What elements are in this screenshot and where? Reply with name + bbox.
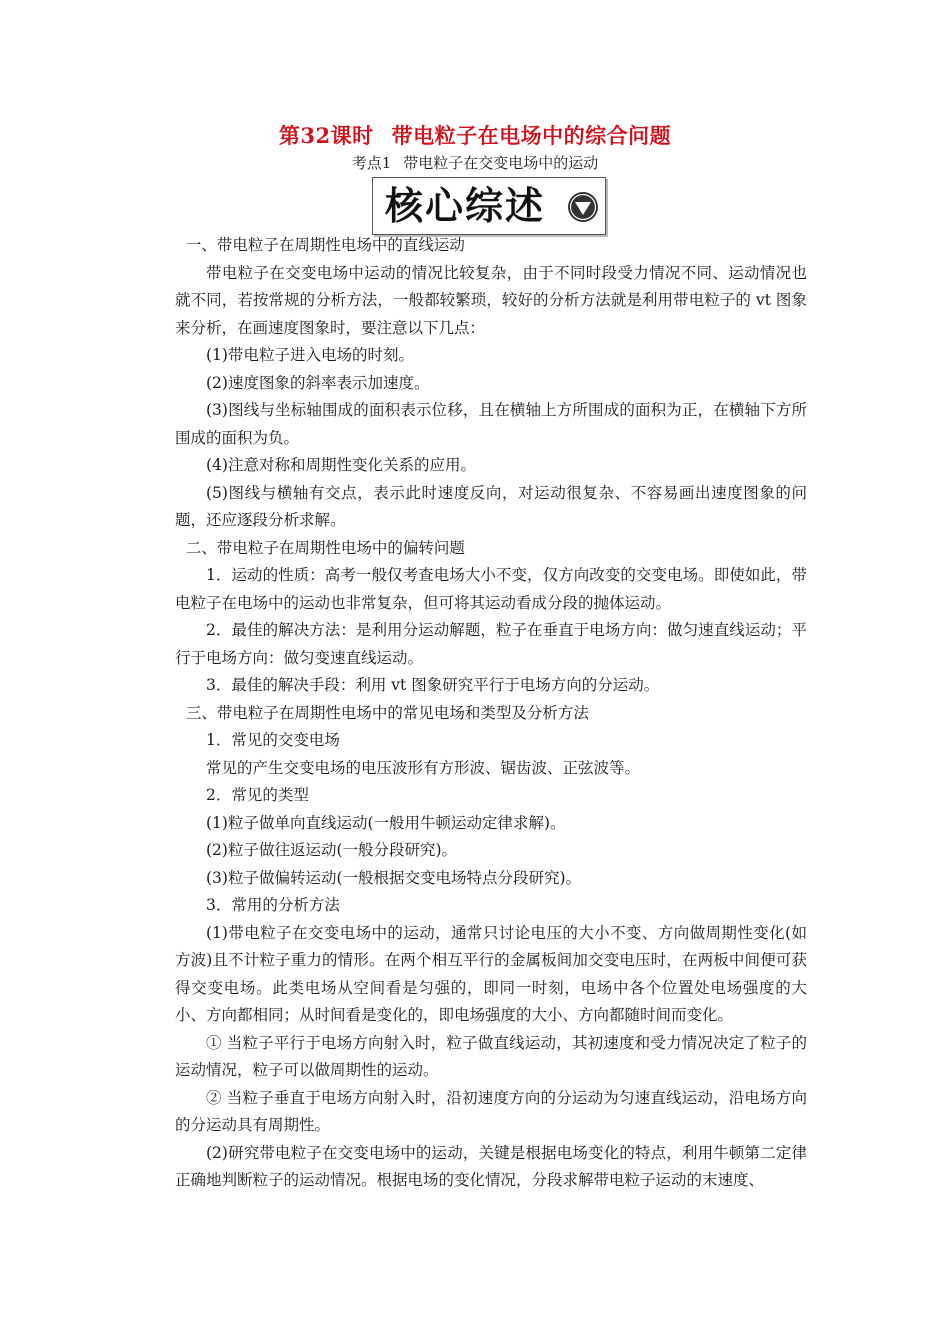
- subheading: 2．常见的类型: [206, 786, 309, 804]
- list-item: 2．最佳的解决方法：是利用分运动解题，粒子在垂直于电场方向：做匀速直线运动；平行于电场方向：做匀变速直线运动。: [175, 621, 807, 667]
- document-body: [175, 232, 807, 1195]
- list-item: (2)速度图象的斜率表示加速度。: [206, 373, 430, 392]
- subtitle-point: 考点1: [351, 154, 392, 172]
- lesson-number: 第32课时: [278, 123, 374, 148]
- paragraph: ② 当粒子垂直于电场方向射入时，沿初速度方向的分运动为匀速直线运动，沿电场方向的分运动具有周期性。: [175, 1088, 807, 1134]
- paragraph: 常见的产生交变电场的电压波形有方形波、锯齿波、正弦波等。: [206, 758, 641, 777]
- list-item: (1)粒子做单向直线运动(一般用牛顿运动定律求解)。: [206, 813, 566, 832]
- subtitle-topic: 带电粒子在交变电场中的运动: [403, 154, 599, 172]
- paragraph: (2)研究带电粒子在交变电场中的运动，关键是根据电场变化的特点，利用牛顿第二定律正确地判断粒子的运动情况。根据电场的变化情况，分段求解带电粒子运动的末速度、: [175, 1143, 807, 1189]
- triangle-down-icon: [567, 191, 599, 223]
- list-item: (1)带电粒子进入电场的时刻。: [206, 346, 414, 364]
- banner-label: 核心综述: [385, 184, 546, 228]
- section-heading: 一、带电粒子在周期性电场中的直线运动: [185, 236, 465, 254]
- section-heading: 二、带电粒子在周期性电场中的偏转问题: [185, 538, 465, 557]
- section-subtitle: [0, 152, 950, 173]
- list-item: (4)注意对称和周期性变化关系的应用。: [206, 456, 476, 474]
- core-summary-banner: [372, 177, 606, 235]
- subheading: 1．常见的交变电场: [206, 731, 340, 749]
- paragraph: ① 当粒子平行于电场方向射入时，粒子做直线运动，其初速度和受力情况决定了粒子的运动情况，粒子可以做周期性的运动。: [175, 1033, 807, 1079]
- subheading: 3．常用的分析方法: [206, 896, 340, 914]
- list-item: (5)图线与横轴有交点，表示此时速度反向，对运动很复杂、不容易画出速度图象的问题，还应逐段分析求解。: [175, 483, 807, 529]
- list-item: 1．运动的性质：高考一般仅考查电场大小不变，仅方向改变的交变电场。即使如此，带电粒子在电场中的运动也非常复杂，但可将其运动看成分段的抛体运动。: [175, 566, 807, 612]
- list-item: (2)粒子做往返运动(一般分段研究)。: [206, 841, 458, 859]
- paragraph: 带电粒子在交变电场中运动的情况比较复杂，由于不同时段受力情况不同、运动情况也就不同，若按常规的分析方法，一般都较繁琐，较好的分析方法就是利用带电粒子的 vt 图象来分析，在画速度图象时，要注意以下几点：: [175, 263, 807, 337]
- list-item: (3)图线与坐标轴围成的面积表示位移，且在横轴上方所围成的面积为正，在横轴下方所围成的面积为负。: [175, 401, 807, 447]
- page-title: [0, 120, 950, 150]
- lesson-topic: 带电粒子在电场中的综合问题: [391, 123, 672, 148]
- list-item: 3．最佳的解决手段：利用 vt 图象研究平行于电场方向的分运动。: [206, 676, 660, 694]
- list-item: (3)粒子做偏转运动(一般根据交变电场特点分段研究)。: [206, 868, 582, 887]
- paragraph: (1)带电粒子在交变电场中的运动，通常只讨论电压的大小不变、方向做周期性变化(如方波)且不计粒子重力的情形。在两个相互平行的金属板间加交变电压时，在两板中间便可获得交变电场。此类电场从空间看是匀强的，即同一时刻，电场中各个位置处电场强度的大小、方向都相同；从时间看是变化的，即电场强度的大小、方向都随时间而变化。: [175, 923, 807, 1024]
- section-heading: 三、带电粒子在周期性电场中的常见电场和类型及分析方法: [185, 703, 589, 722]
